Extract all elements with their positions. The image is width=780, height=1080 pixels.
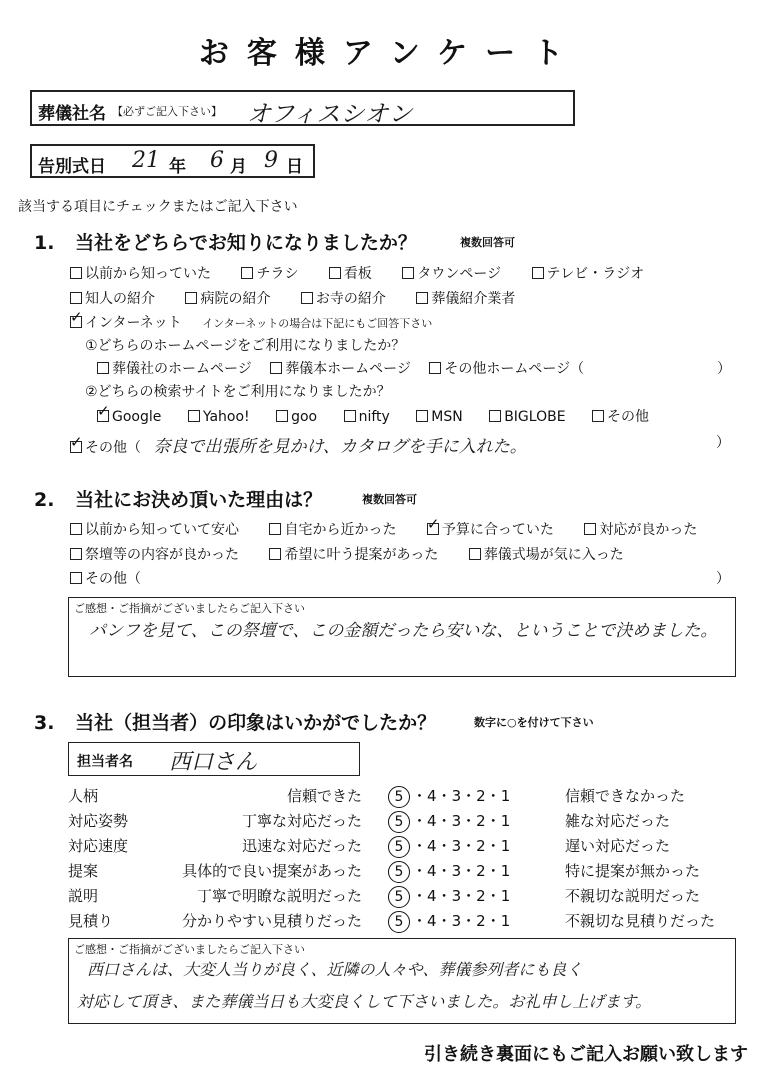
q2-comment-text[interactable]: パンフを見て、この祭壇で、この金額だったら安いな、ということで決めました。 — [89, 621, 718, 641]
q2-comment-box[interactable] — [68, 597, 736, 677]
rating-value[interactable]: 4 — [427, 837, 437, 855]
q2-other-option[interactable]: その他（ — [70, 571, 141, 587]
q3-heading — [34, 708, 436, 735]
rating-bad: 不親切な見積りだった — [565, 912, 716, 930]
checkbox-checked[interactable] — [70, 316, 82, 328]
q2-row2 — [70, 544, 624, 564]
q1-number: 1. — [34, 232, 55, 254]
q1-option[interactable]: 看板 — [329, 266, 372, 282]
q2-option[interactable]: ✓ 予算に合っていた — [427, 522, 554, 538]
q2-option[interactable]: 自宅から近かった — [269, 522, 396, 538]
ceremony-day[interactable]: 9 — [264, 148, 278, 173]
checkbox[interactable] — [416, 292, 428, 304]
q1-option[interactable]: 知人の紹介 — [70, 291, 155, 307]
checkbox[interactable] — [469, 548, 481, 560]
rating-selected[interactable]: 5 — [388, 886, 410, 908]
rating-value[interactable]: 4 — [427, 787, 437, 805]
rating-value[interactable]: 4 — [427, 862, 437, 880]
rating-value[interactable]: 2 — [476, 812, 486, 830]
checkbox[interactable] — [97, 362, 109, 374]
q1-option[interactable]: 葬儀紹介業者 — [416, 291, 515, 307]
search-option[interactable]: nifty — [344, 409, 390, 425]
ceremony-month[interactable]: 6 — [210, 148, 224, 173]
search-option[interactable]: MSN — [416, 409, 462, 425]
q2-number: 2. — [34, 489, 55, 511]
day-unit: 日 — [286, 157, 303, 177]
search-option[interactable]: goo — [276, 409, 317, 425]
rating-item: 提案 — [68, 862, 99, 880]
homepage-option[interactable]: 葬儀社のホームページ — [97, 361, 252, 377]
homepage-option[interactable]: 葬儀本ホームページ — [270, 361, 411, 377]
rating-value[interactable]: 2 — [476, 837, 486, 855]
q2-comment-label: ご感想・ご指摘がございましたらご記入下さい — [74, 602, 305, 615]
q2-option[interactable]: 対応が良かった — [584, 522, 697, 538]
rating-selected[interactable]: 5 — [388, 811, 410, 833]
q1-option[interactable]: タウンページ — [402, 266, 501, 282]
rating-value[interactable]: 4 — [427, 912, 437, 930]
rating-selected[interactable]: 5 — [388, 786, 410, 808]
rating-good: 具体的で良い提案があった — [182, 862, 362, 880]
rating-value[interactable]: 3 — [451, 787, 462, 805]
company-value[interactable]: オフィスシオン — [247, 100, 413, 128]
checkbox[interactable] — [70, 292, 82, 304]
ceremony-date-box — [30, 144, 315, 178]
search-option[interactable]: その他 — [592, 409, 649, 425]
rating-value[interactable]: 1 — [500, 812, 511, 830]
instruction: 該当する項目にチェックまたはご記入下さい — [18, 199, 298, 215]
rating-value[interactable]: 4 — [427, 812, 437, 830]
q3-comment-label: ご感想・ご指摘がございましたらご記入下さい — [74, 943, 305, 956]
rating-bad: 雑な対応だった — [565, 812, 671, 830]
rating-scale[interactable]: 5 ・4・3・2・1 — [388, 885, 510, 908]
rating-scale[interactable]: 5 ・4・3・2・1 — [388, 835, 510, 858]
q1-option[interactable]: チラシ — [241, 266, 298, 282]
checkbox[interactable] — [70, 572, 82, 584]
checkbox[interactable] — [70, 267, 82, 279]
year-unit: 年 — [169, 157, 186, 177]
q1-internet-row — [70, 312, 432, 332]
q3-comment-line1[interactable]: 西口さんは、大変人当りが良く、近隣の人々や、葬儀参列者にも良く — [87, 960, 583, 979]
q1-sub2-options — [97, 406, 649, 426]
homepage-option[interactable]: その他ホームページ（ — [429, 361, 584, 377]
rating-bad: 信頼できなかった — [565, 787, 686, 805]
q1-note: 複数回答可 — [460, 236, 515, 249]
q2-row1 — [70, 519, 697, 539]
q1-option[interactable]: お寺の紹介 — [301, 291, 386, 307]
rating-value[interactable]: 1 — [500, 887, 511, 905]
page-title: お客様アンケート — [198, 36, 582, 71]
checkbox[interactable] — [276, 410, 288, 422]
sub1-close-paren: ） — [717, 361, 731, 377]
rating-item: 見積り — [68, 912, 114, 930]
rating-row — [68, 810, 728, 834]
rating-row — [68, 885, 728, 909]
rating-scale[interactable]: 5 ・4・3・2・1 — [388, 785, 510, 808]
q1-sub1-question: ①どちらのホームページをご利用になりましたか？ — [85, 338, 406, 354]
q1-option[interactable]: 病院の紹介 — [185, 291, 270, 307]
rating-selected[interactable]: 5 — [388, 911, 410, 933]
rating-good: 信頼できた — [286, 787, 362, 805]
q3-number: 3. — [34, 712, 55, 734]
rating-bad: 特に提案が無かった — [565, 862, 701, 880]
rating-value[interactable]: 3 — [451, 837, 462, 855]
q3-note: 数字に○を付けて下さい — [474, 716, 594, 729]
checkbox[interactable] — [269, 548, 281, 560]
checkbox[interactable] — [269, 523, 281, 535]
staff-label: 担当者名 — [77, 754, 133, 770]
q1-sub1-options — [97, 358, 737, 378]
checkbox[interactable] — [344, 410, 356, 422]
q1-other-row — [70, 432, 730, 457]
rating-value[interactable]: 3 — [451, 912, 462, 930]
footer-note: 引き続き裏面にもご記入お願い致します — [424, 1044, 748, 1065]
q3-comment-box[interactable] — [68, 938, 736, 1024]
staff-name-box — [68, 742, 360, 776]
q2-option[interactable]: 葬儀式場が気に入った — [469, 547, 624, 563]
month-unit: 月 — [230, 157, 247, 177]
rating-item: 説明 — [68, 887, 99, 905]
checkbox-checked[interactable] — [70, 441, 82, 453]
q1-heading — [34, 228, 417, 255]
rating-item: 対応姿勢 — [68, 812, 129, 830]
q1-sub2-question: ②どちらの検索サイトをご利用になりましたか？ — [85, 384, 391, 400]
checkbox[interactable] — [70, 548, 82, 560]
checkbox[interactable] — [270, 362, 282, 374]
q3-question: 当社（担当者）の印象はいかがでしたか？ — [75, 712, 437, 734]
rating-bad: 不親切な説明だった — [565, 887, 701, 905]
rating-value[interactable]: 2 — [476, 787, 486, 805]
q2-note: 複数回答可 — [362, 493, 417, 506]
rating-good: 迅速な対応だった — [241, 837, 362, 855]
rating-value[interactable]: 2 — [476, 887, 486, 905]
company-note: 【必ずご記入下さい】 — [112, 105, 222, 118]
internet-option[interactable]: ✓インターネット — [70, 315, 182, 331]
q3-comment-line2[interactable]: 対応して頂き、また葬儀当日も大変良くして下さいました。お礼申し上げます。 — [77, 992, 652, 1011]
checkbox[interactable] — [188, 410, 200, 422]
rating-good: 丁寧で明瞭な説明だった — [196, 887, 362, 905]
rating-selected[interactable]: 5 — [388, 861, 410, 883]
search-option[interactable]: ✓Google — [97, 409, 161, 425]
checkbox[interactable] — [329, 267, 341, 279]
company-label: 葬儀社名 — [38, 104, 106, 124]
rating-scale[interactable]: 5 ・4・3・2・1 — [388, 860, 510, 883]
rating-item: 対応速度 — [68, 837, 129, 855]
rating-row — [68, 910, 728, 934]
rating-scale[interactable]: 5 ・4・3・2・1 — [388, 810, 510, 833]
q1-other-value[interactable]: 奈良で出張所を見かけ、カタログを手に入れた。 — [153, 437, 527, 457]
rating-value[interactable]: 1 — [500, 787, 511, 805]
internet-note: インターネットの場合は下記にもご回答下さい — [202, 317, 433, 330]
checkbox-checked[interactable] — [97, 410, 109, 422]
rating-scale[interactable]: 5 ・4・3・2・1 — [388, 910, 510, 933]
q2-option[interactable]: 希望に叶う提案があった — [269, 547, 438, 563]
search-option[interactable]: BIGLOBE — [489, 409, 565, 425]
q1-row1 — [70, 263, 644, 283]
search-option[interactable]: Yahoo! — [188, 409, 250, 425]
checkbox[interactable] — [301, 292, 313, 304]
rating-value[interactable]: 2 — [476, 862, 486, 880]
ratings-table — [68, 785, 728, 935]
checkbox[interactable] — [185, 292, 197, 304]
q1-row2 — [70, 288, 515, 308]
checkbox[interactable] — [416, 410, 428, 422]
rating-good: 分かりやすい見積りだった — [181, 912, 362, 930]
q1-other-option[interactable]: ✓その他（ — [70, 440, 141, 456]
rating-row — [68, 835, 728, 859]
checkbox[interactable] — [584, 523, 596, 535]
rating-good: 丁寧な対応だった — [241, 812, 362, 830]
rating-value[interactable]: 1 — [500, 912, 511, 930]
rating-value[interactable]: 3 — [451, 812, 462, 830]
checkbox[interactable] — [402, 267, 414, 279]
q1-option[interactable]: 以前から知っていた — [70, 266, 211, 282]
q2-other-row — [70, 568, 730, 588]
checkbox[interactable] — [429, 362, 441, 374]
staff-value[interactable]: 西口さん — [169, 750, 258, 775]
checkbox[interactable] — [489, 410, 501, 422]
checkbox[interactable] — [70, 523, 82, 535]
checkbox-checked[interactable] — [427, 523, 439, 535]
q2-other-close: ） — [716, 571, 730, 587]
checkbox[interactable] — [592, 410, 604, 422]
company-name-box — [30, 90, 575, 126]
q2-question: 当社にお決め頂いた理由は？ — [75, 489, 323, 511]
q2-option[interactable]: 以前から知っていて安心 — [70, 522, 239, 538]
rating-row — [68, 785, 728, 809]
q1-other-close: ） — [716, 435, 730, 451]
rating-value[interactable]: 3 — [451, 862, 462, 880]
checkbox[interactable] — [532, 267, 544, 279]
rating-value[interactable]: 2 — [476, 912, 486, 930]
ceremony-date-label: 告別式日 — [38, 157, 106, 177]
q2-option[interactable]: 祭壇等の内容が良かった — [70, 547, 239, 563]
ceremony-year[interactable]: 21 — [132, 148, 160, 173]
checkbox[interactable] — [241, 267, 253, 279]
q1-option[interactable]: テレビ・ラジオ — [532, 266, 645, 282]
rating-row — [68, 860, 728, 884]
q1-question: 当社をどちらでお知りになりましたか？ — [75, 232, 417, 254]
rating-value[interactable]: 4 — [427, 887, 437, 905]
rating-item: 人柄 — [68, 787, 99, 805]
rating-bad: 遅い対応だった — [565, 837, 671, 855]
rating-selected[interactable]: 5 — [388, 836, 410, 858]
rating-value[interactable]: 1 — [500, 862, 511, 880]
rating-value[interactable]: 3 — [451, 887, 462, 905]
rating-value[interactable]: 1 — [500, 837, 511, 855]
q2-heading — [34, 485, 322, 512]
